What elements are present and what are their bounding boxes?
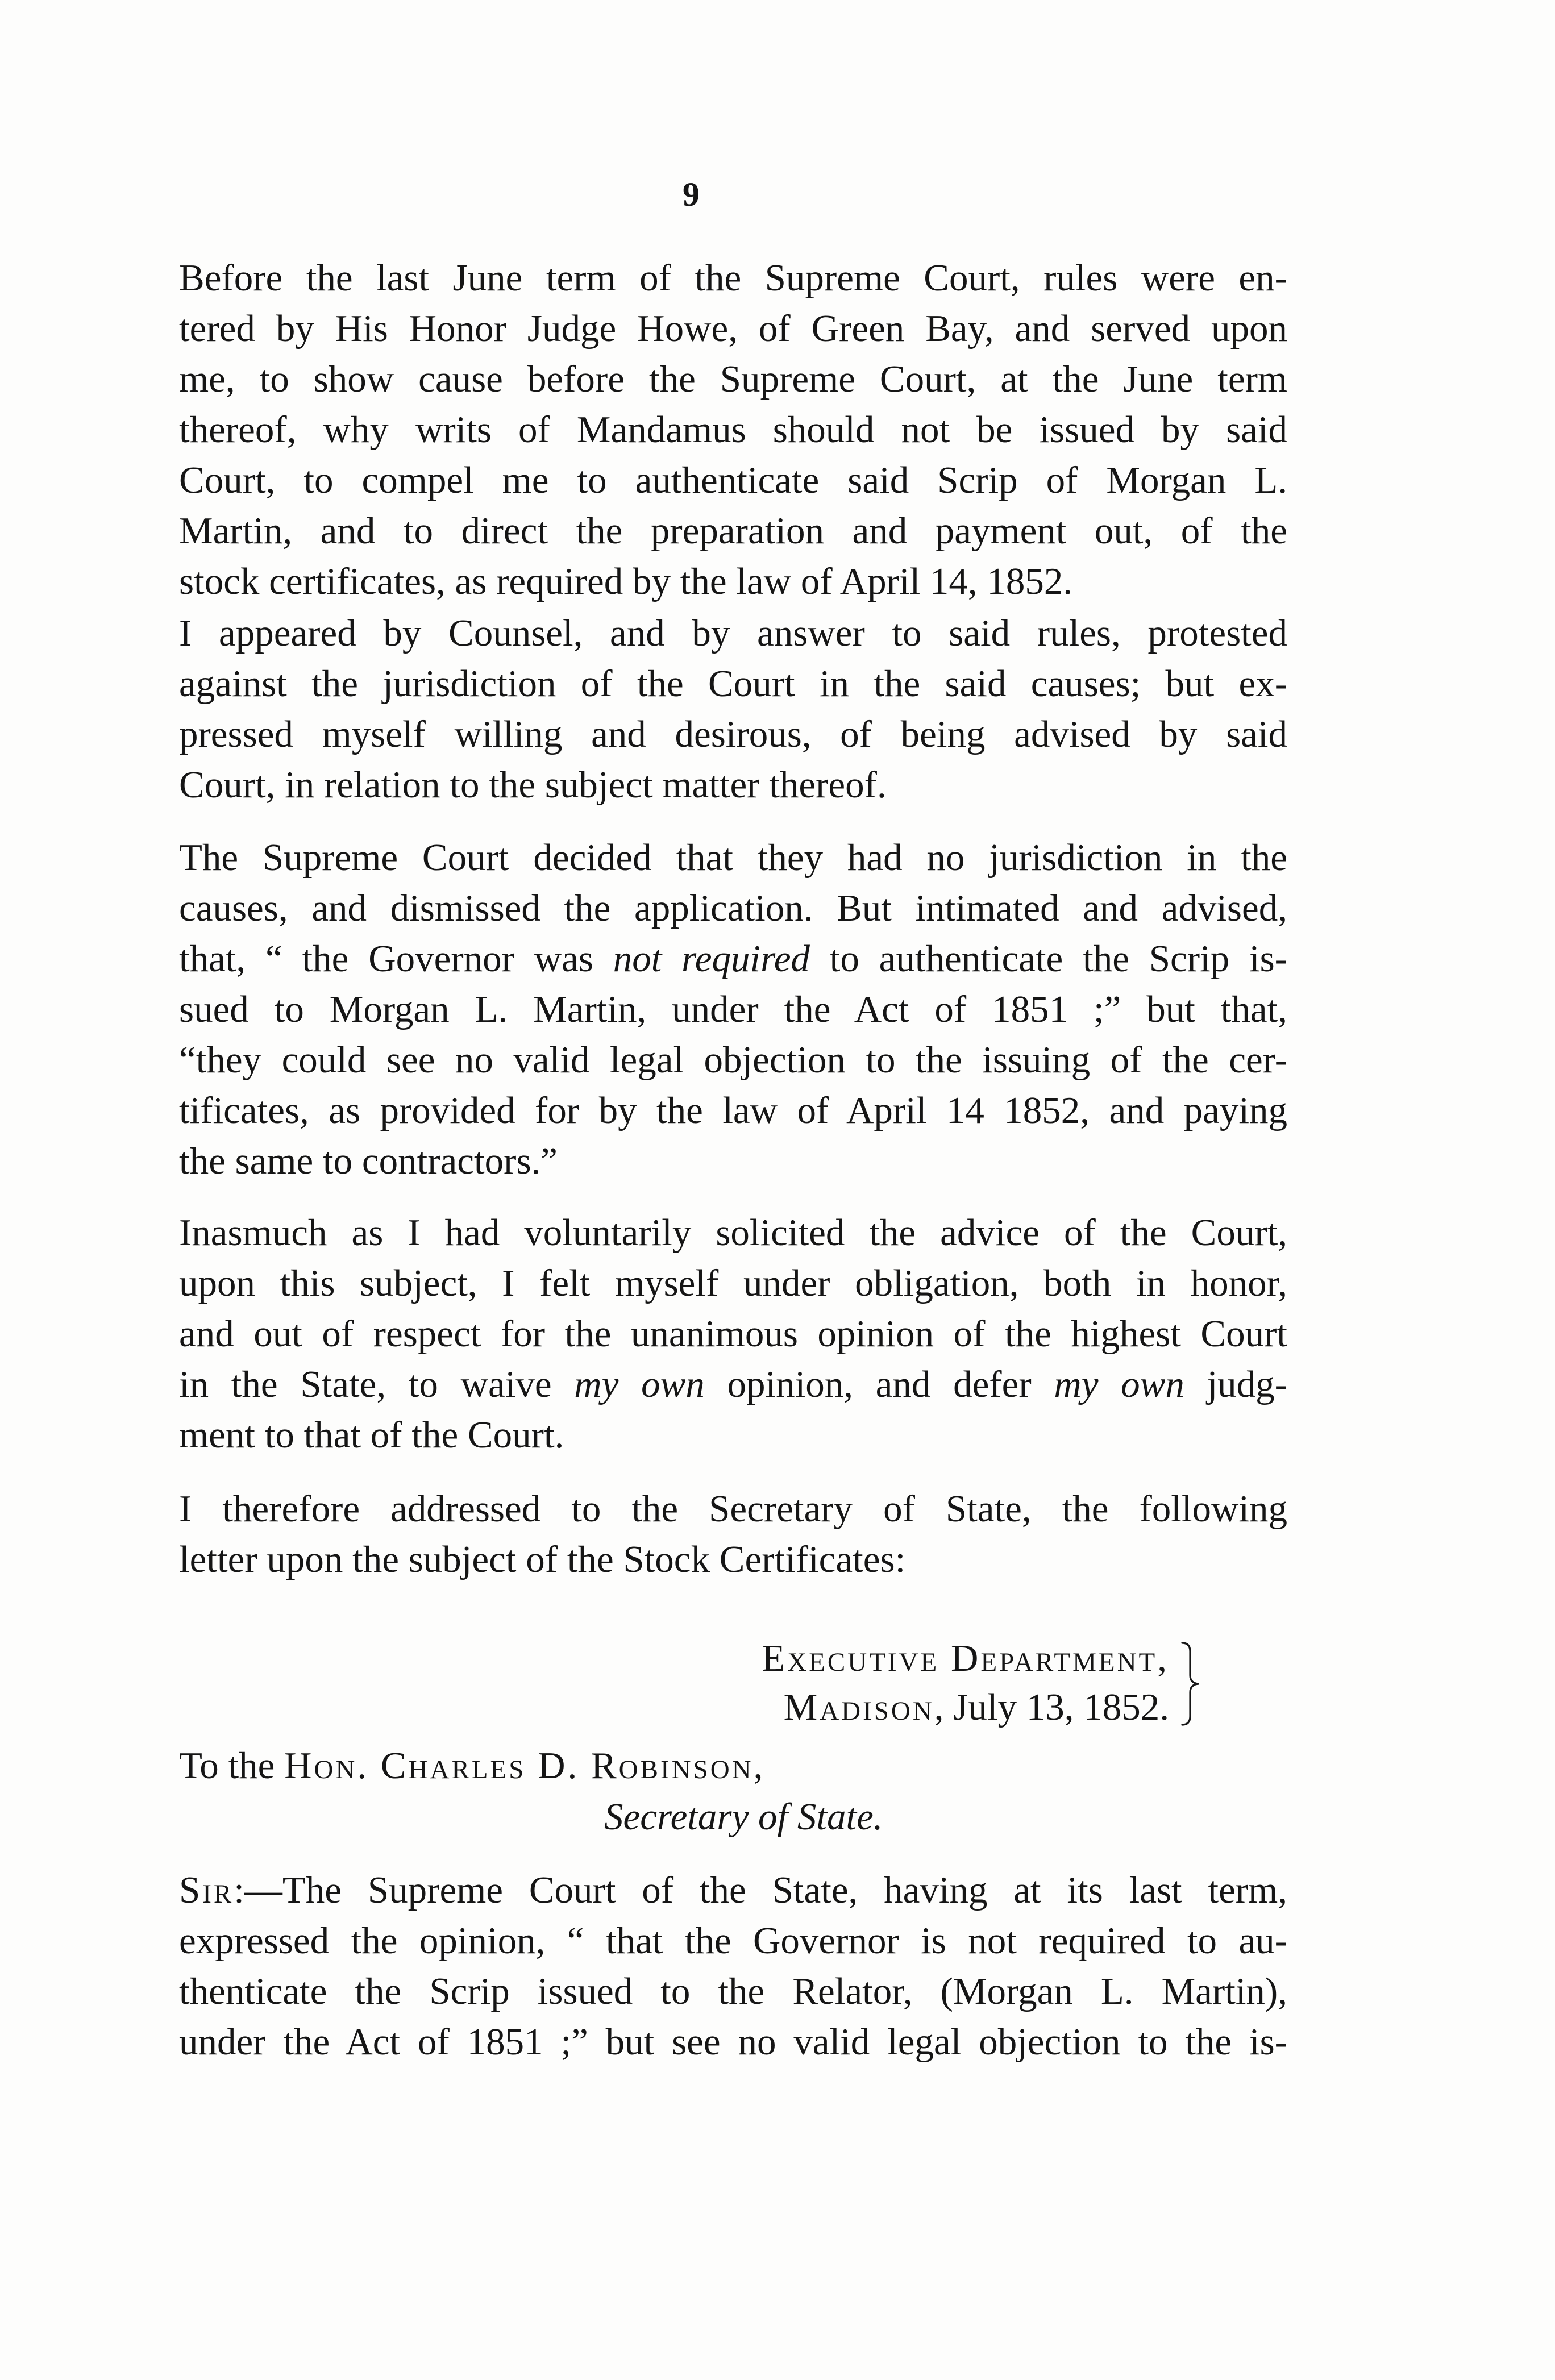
text-segment: judg- (1184, 1363, 1287, 1405)
text-line: upon this subject, I felt myself under obligation, both in honor, (179, 1262, 1287, 1304)
paragraph-3 (179, 833, 1287, 1187)
text-line: the same to contractors.” (179, 1140, 558, 1182)
text-line: Inasmuch as I had voluntarily solicited the advice of the Court, (179, 1212, 1287, 1254)
addressee-name: Hon. Charles D. Robinson, (284, 1745, 766, 1787)
letter-body (179, 1865, 1287, 2067)
text-segment: that, “ the Governor was (179, 938, 613, 980)
text-line: I appeared by Counsel, and by answer to said rules, protested (179, 612, 1287, 654)
letter-date: , July 13, 1852. (934, 1686, 1169, 1728)
dateline-place-date (179, 1683, 1169, 1732)
text-line: causes, and dismissed the application. But intimated and advised, (179, 887, 1287, 929)
text-segment: :—The Supreme Court of the State, having at its last term, (234, 1869, 1287, 1911)
paragraph-5 (179, 1484, 1287, 1585)
address-prefix: To the (179, 1745, 285, 1787)
text-line: and out of respect for the unanimous opinion of the highest Court (179, 1313, 1287, 1355)
letter-dateline (179, 1634, 1169, 1732)
text-line: thereof, why writs of Mandamus should not be issued by said (179, 409, 1287, 451)
text-line (179, 1359, 1287, 1410)
text-line (179, 934, 1287, 984)
italic-emphasis: my own (574, 1363, 705, 1405)
letter-addressee (179, 1741, 765, 1791)
place-name: Madison (783, 1686, 934, 1728)
page-number: 9 (683, 176, 700, 213)
text-line: I therefore addressed to the Secretary of State, the following (179, 1488, 1287, 1530)
text-line: Martin, and to direct the preparation and payment out, of the (179, 510, 1287, 552)
paragraph-4 (179, 1208, 1287, 1461)
text-line: thenticate the Scrip issued to the Relator, (Morgan L. Martin), (179, 1970, 1287, 2012)
text-line: ment to that of the Court. (179, 1414, 564, 1456)
dateline-department (179, 1634, 1169, 1683)
text-line (179, 1865, 1287, 1916)
text-line: expressed the opinion, “ that the Governor is not required to au- (179, 1920, 1287, 1962)
text-line: letter upon the subject of the Stock Certificates: (179, 1538, 906, 1580)
text-line: tificates, as provided for by the law of April 14 1852, and paying (179, 1089, 1287, 1131)
italic-emphasis: my own (1054, 1363, 1184, 1405)
italic-emphasis: not required (613, 938, 810, 980)
text-line: “they could see no valid legal objection to the issuing of the cer- (179, 1039, 1287, 1081)
text-line: pressed myself willing and desirous, of being advised by said (179, 713, 1287, 755)
text-line: Court, to compel me to authenticate said Scrip of Morgan L. (179, 459, 1287, 501)
text-line: Before the last June term of the Supreme Court, rules were en- (179, 257, 1287, 299)
text-line: Court, in relation to the subject matter thereof. (179, 764, 887, 806)
text-segment: opinion, and defer (704, 1363, 1054, 1405)
text-line: The Supreme Court decided that they had no jurisdiction in the (179, 837, 1287, 879)
curly-brace-icon (1181, 1641, 1200, 1726)
text-line: against the jurisdiction of the Court in the said causes; but ex- (179, 663, 1287, 705)
text-segment: in the State, to waive (179, 1363, 575, 1405)
text-line: stock certificates, as required by the law of April 14, 1852. (179, 560, 1073, 602)
text-segment: to authenticate the Scrip is- (809, 938, 1287, 980)
text-line: sued to Morgan L. Martin, under the Act of 1851 ;” but that, (179, 988, 1287, 1030)
text-line: me, to show cause before the Supreme Court, at the June term (179, 358, 1287, 400)
paragraph-1 (179, 253, 1287, 607)
addressee-title: Secretary of State. (604, 1796, 883, 1838)
text-line: under the Act of 1851 ;” but see no valid legal objection to the is- (179, 2021, 1287, 2063)
paragraph-2 (179, 608, 1287, 810)
salutation: Sir (179, 1869, 234, 1911)
department-name: Executive Department, (762, 1637, 1169, 1679)
text-line: tered by His Honor Judge Howe, of Green Bay, and served upon (179, 307, 1287, 349)
